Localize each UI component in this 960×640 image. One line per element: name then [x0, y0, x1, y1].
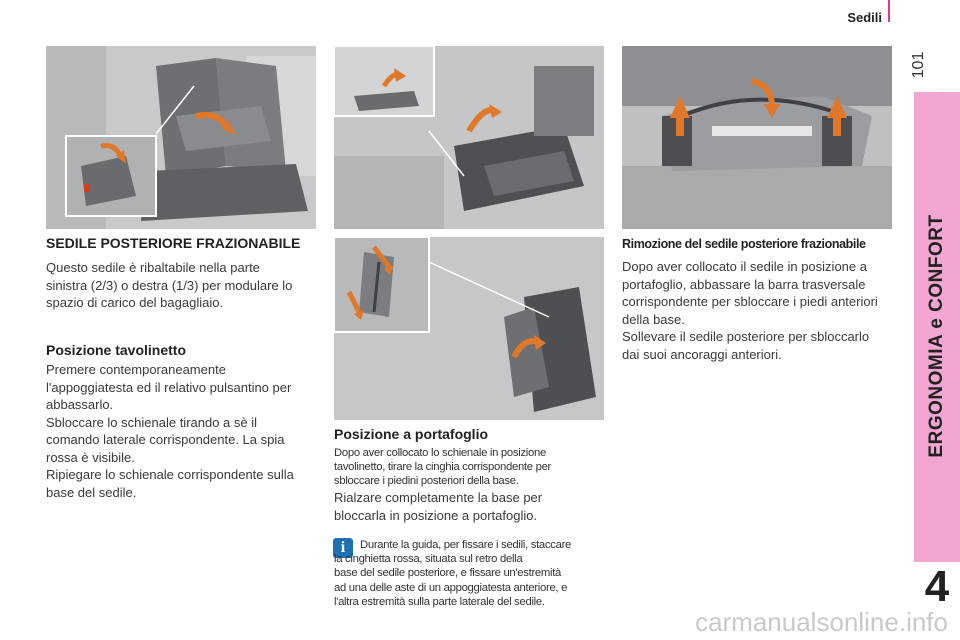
heading-seat-removal: Rimozione del sedile posteriore frazionabile [622, 237, 866, 251]
photo-seat-removal [622, 46, 892, 229]
seat-removal-paragraph: Dopo aver collocato il sedile in posizione a portafoglio, abbassare la barra trasversale corrispondente per sbloccare i piedi anteriori della base. Sollevare il sedile posteriore per sbloccarlo dai suoi ancoraggi anteriori. [622, 259, 878, 362]
photo-seat-table-position [334, 46, 604, 229]
heading-table-position: Posizione tavolinetto [46, 342, 187, 358]
chapter-tab-label: ERGONOMIA e CONFORT [926, 214, 947, 458]
chapter-tab [914, 92, 960, 562]
info-note-paragraph: Durante la guida, per fissare i sedili, staccare la cinghietta rossa, situata sul retro della base del sedile posteriore, e fissare un'estremità ad una delle aste di un appoggiatesta anteriore, e l'altra estremità sulla parte laterale del sedile. [334, 539, 572, 608]
wallet-position-small-paragraph: Dopo aver collocato lo schienale in posizione tavolinetto, tirare la cinghia corrispondente per sbloccare i piedini posteriori della base. [334, 447, 552, 488]
chapter-number: 4 [924, 562, 950, 611]
header-accent-line [888, 0, 890, 22]
heading-split-rear-seat: SEDILE POSTERIORE FRAZIONABILE [46, 235, 301, 251]
watermark: carmanualsonline.info [695, 607, 948, 637]
info-icon: i [333, 538, 353, 558]
intro-paragraph: Questo sedile è ribaltabile nella parte sinistra (2/3) o destra (1/3) per modulare lo spazio di carico del bagagliaio. [46, 260, 293, 310]
photo-seat-wallet-position [334, 237, 604, 420]
heading-wallet-position: Posizione a portafoglio [334, 426, 489, 442]
section-title: Sedili [847, 10, 882, 25]
wallet-position-paragraph: Rialzare completamente la base per bloccarla in posizione a portafoglio. [334, 490, 543, 523]
page-number: 101 [910, 51, 927, 79]
table-position-paragraph: Premere contemporaneamente l'appoggiatesta ed il relativo pulsantino per abbassarlo. Sbloccare lo schienale tirando a sè il comando laterale corrispondente. La spia rossa è visibile. Ripiegare lo schienale corrispondente sulla base del sedile. [46, 362, 294, 500]
photo-seat-folding [46, 46, 316, 229]
